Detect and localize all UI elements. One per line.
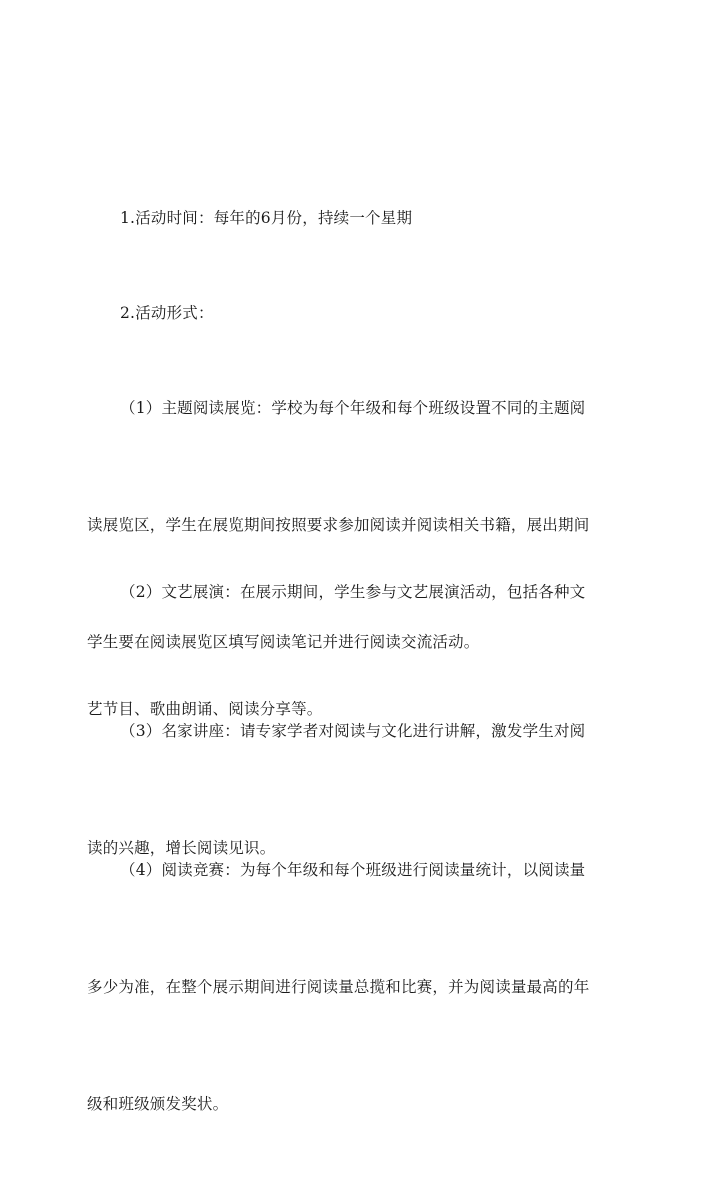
paragraph-line: 读的兴趣，增长阅读见识。 [87, 839, 276, 857]
paragraph-line: （2）文艺展演：在展示期间，学生参与文艺展演活动，包括各种文 [120, 583, 586, 601]
paragraph-line: 学生要在阅读展览区填写阅读笔记并进行阅读交流活动。 [87, 633, 480, 651]
paragraph-line: （1）主题阅读展览：学校为每个年级和每个班级设置不同的主题阅 [120, 399, 586, 417]
paragraph-line: 多少为准，在整个展示期间进行阅读量总揽和比赛，并为阅读量最高的年 [87, 978, 590, 996]
paragraph-line: 1.活动时间：每年的6月份，持续一个星期 [120, 209, 413, 227]
paragraph-line: 2.活动形式： [120, 304, 214, 322]
paragraph-line: 级和班级颁发奖状。 [87, 1095, 229, 1113]
paragraph-line: （3）名家讲座：请专家学者对阅读与文化进行讲解，激发学生对阅 [120, 722, 586, 740]
paragraph-line: 读展览区，学生在展览期间按照要求参加阅读并阅读相关书籍，展出期间 [87, 516, 590, 534]
paragraph-line: 艺节目、歌曲朗诵、阅读分享等。 [87, 700, 323, 718]
paragraph-line: （4）阅读竞赛：为每个年级和每个班级进行阅读量统计，以阅读量 [120, 861, 586, 879]
reading-competition-paragraph [87, 773, 647, 1202]
